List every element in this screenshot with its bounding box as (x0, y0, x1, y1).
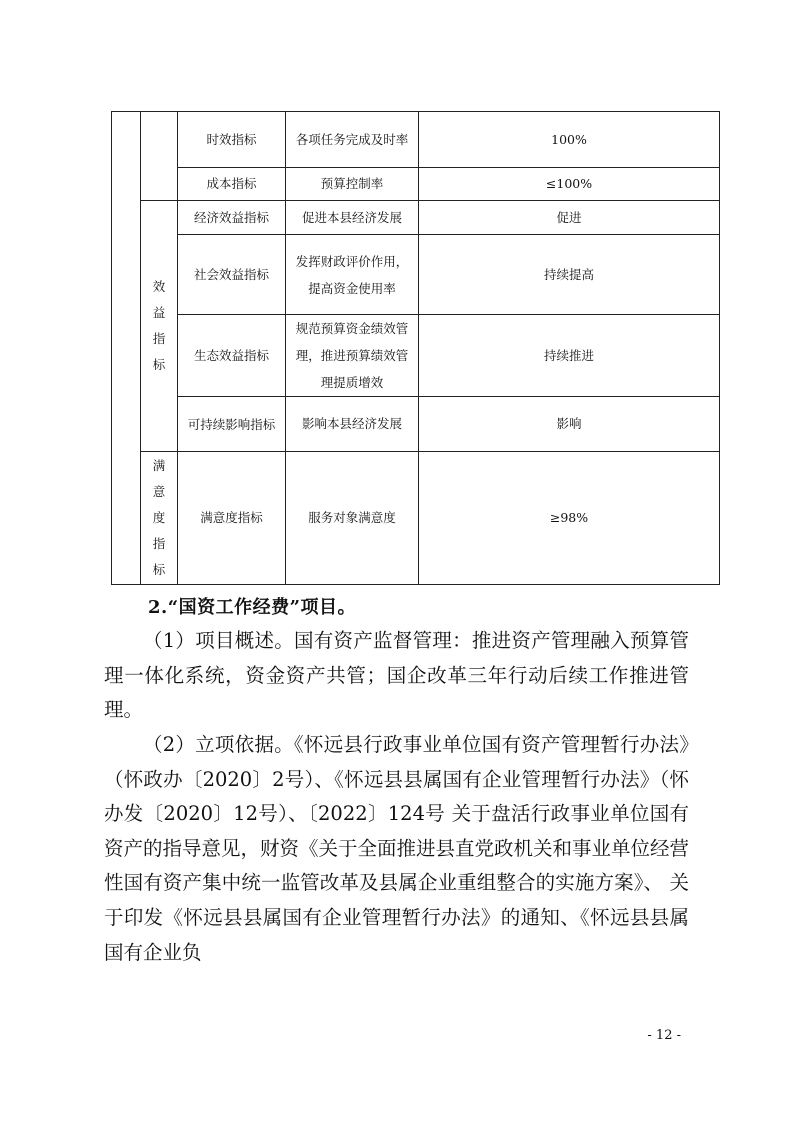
category-char: 意 (152, 484, 166, 499)
table-row (112, 201, 720, 235)
category-char: 效 (152, 279, 166, 294)
category-char: 度 (152, 510, 166, 525)
sub-indicator-cell: 满意度指标 (178, 452, 286, 585)
indicator-value-cell: 持续推进 (419, 315, 720, 397)
indicator-value-cell: ≥98% (419, 452, 720, 585)
table-row (112, 112, 720, 168)
indicator-item-cell: 服务对象满意度 (286, 452, 419, 585)
paragraph-basis: （2）立项依据。《怀远县行政事业单位国有资产管理暂行办法》（怀政办〔2020〕2号）、《怀远县县属国有企业管理暂行办法》（怀办发〔2020〕12号）、〔2022〕124号 关于盘活行政事业单位国有资产的指导意见，财资《关于全面推进县直党政机关和事业单位经营性国有资产集中统一监管改革及县属企业重组整合的实施方案》、 关于印发《怀远县县属国有企业管理暂行办法》的通知、《怀远县县属国有企业负 (104, 733, 690, 964)
sub-indicator-cell: 社会效益指标 (178, 235, 286, 315)
indicator-item-cell: 促进本县经济发展 (286, 201, 419, 235)
category-char: 指 (152, 331, 166, 346)
indicator-value-cell: 促进 (419, 201, 720, 235)
satisfaction-category-cell (141, 452, 178, 585)
benefit-category-cell (141, 201, 178, 452)
sub-indicator-cell: 生态效益指标 (178, 315, 286, 397)
category-char: 标 (152, 562, 166, 577)
indicator-value-cell: 100% (419, 112, 720, 168)
table-row (112, 452, 720, 585)
paragraph-overview: （1）项目概述。国有资产监督管理：推进资产管理融入预算管理一体化系统，资金资产共管；国企改革三年行动后续工作推进管理。 (104, 629, 689, 722)
sub-indicator-cell: 时效指标 (178, 112, 286, 168)
performance-indicator-table (111, 111, 720, 585)
indicator-item-cell: 各项任务完成及时率 (286, 112, 419, 168)
indicator-item-cell: 预算控制率 (286, 168, 419, 201)
table-row (112, 168, 720, 201)
category-char: 益 (152, 305, 166, 320)
category-char: 标 (152, 357, 166, 372)
indicator-item-cell: 规范预算资金绩效管理，推进预算绩效管理提质增效 (286, 315, 419, 397)
section-heading: 2.“国资工作经费”项目。 (148, 597, 356, 618)
category-char: 指 (152, 536, 166, 551)
table-row (112, 397, 720, 452)
page-number: - 12 - (647, 1028, 681, 1043)
output-category-cell (141, 112, 178, 201)
sub-indicator-cell: 可持续影响指标 (178, 397, 286, 452)
indicator-value-cell: 持续提高 (419, 235, 720, 315)
table-row (112, 235, 720, 315)
indicator-value-cell: 影响 (419, 397, 720, 452)
indicator-item-cell: 发挥财政评价作用，提高资金使用率 (286, 235, 419, 315)
indicator-item-cell: 影响本县经济发展 (286, 397, 419, 452)
table-row (112, 315, 720, 397)
outer-category-cell (112, 112, 141, 585)
sub-indicator-cell: 成本指标 (178, 168, 286, 201)
sub-indicator-cell: 经济效益指标 (178, 201, 286, 235)
category-char: 满 (152, 458, 166, 473)
indicator-value-cell: ≤100% (419, 168, 720, 201)
